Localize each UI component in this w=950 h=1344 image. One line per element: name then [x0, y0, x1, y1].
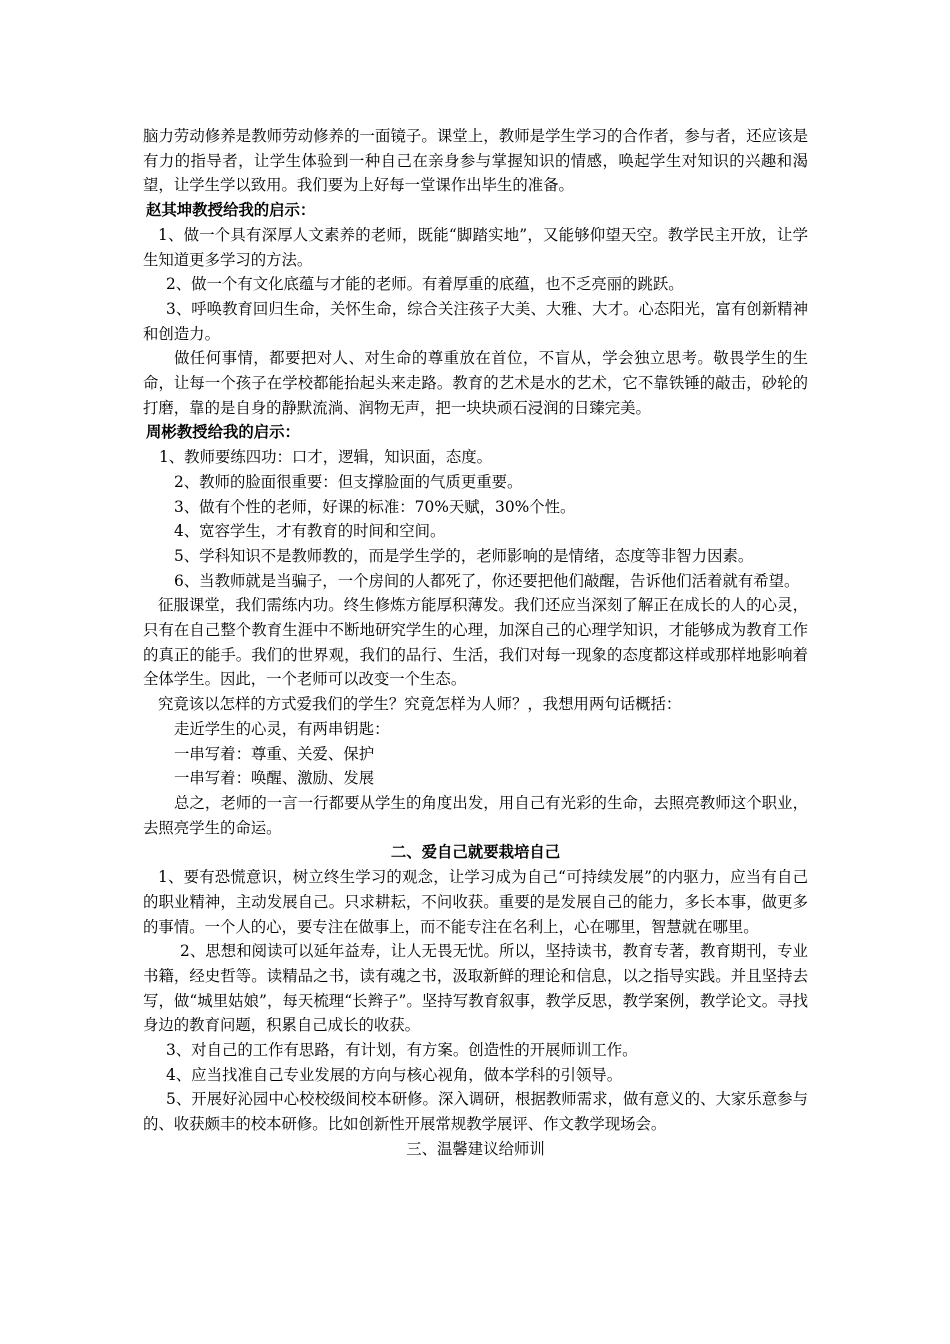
paragraph: 走近学生的心灵，有两串钥匙：	[174, 719, 390, 738]
paragraph: 6、当教师就是当骗子，一个房间的人都死了，你还要把他们敲醒，告诉他们活着就有希望。	[174, 571, 800, 590]
paragraph: 3、做有个性的老师，好课的标准：70%天赋，30%个性。	[174, 497, 576, 516]
paragraph: 做任何事情，都要把对人、对生命的尊重放在首位，不盲从，学会独立思考。敬畏学生的生命，让每一个孩子在学校都能抬起头来走路。教育的艺术是水的艺术，它不靠铁锤的敲击，砂轮的打磨，靠的是自身的静默流淌、润物无声，把一块块顽石浸润的日臻完美。	[143, 349, 808, 417]
chapter-heading: 三、温馨建议给师训	[406, 1139, 545, 1158]
paragraph: 征服课堂，我们需练内功。终生修炼方能厚积薄发。我们还应当深刻了解正在成长的人的心灵，只有在自己整个教育生涯中不断地研究学生的心理，加深自己的心理学知识，才能够成为教育工作的真正的能手。我们的世界观，我们的品行、生活，我们对每一现象的态度都这样或那样地影响着全体学生。因此，一个老师可以改变一个生态。	[143, 596, 808, 689]
paragraph: 2、教师的脸面很重要：但支撑脸面的气质更重要。	[174, 472, 523, 491]
paragraph: 一串写着：唤醒、激励、发展	[174, 769, 375, 788]
document-body	[143, 124, 808, 1162]
paragraph: 一串写着：尊重、关爱、保护	[174, 744, 375, 763]
section-heading: 赵其坤教授给我的启示：	[146, 201, 316, 220]
paragraph: 5、开展好沁园中心校校级间校本研修。深入调研，根据教师需求，做有意义的、大家乐意参与的、收获颇丰的校本研修。比如创新性开展常规教学展评、作文教学现场会。	[143, 1090, 808, 1134]
paragraph: 1、做一个具有深厚人文素养的老师，既能“脚踏实地”，又能够仰望天空。教学民主开放，让学生知道更多学习的方法。	[143, 225, 808, 269]
paragraph: 脑力劳动修养是教师劳动修养的一面镜子。课堂上，教师是学生学习的合作者，参与者，还应该是有力的指导者，让学生体验到一种自己在亲身参与掌握知识的情感，唤起学生对知识的兴趣和渴望，让学生学以致用。我们要为上好每一堂课作出毕生的准备。	[143, 127, 808, 195]
paragraph: 究竟该以怎样的方式爱我们的学生？究竟怎样为人师？，我想用两句话概括：	[158, 695, 682, 714]
paragraph: 3、对自己的工作有思路，有计划，有方案。创造性的开展师训工作。	[166, 1041, 638, 1060]
paragraph: 1、教师要练四功：口才，逻辑，知识面，态度。	[159, 448, 492, 467]
paragraph: 2、做一个有文化底蕴与才能的老师。有着厚重的底蕴，也不乏亮丽的跳跃。	[166, 275, 684, 294]
paragraph: 1、要有恐慌意识，树立终生学习的观念，让学习成为自己“可持续发展”的内驱力，应当有自己的职业精神，主动发展自己。只求耕耘，不问收获。重要的是发展自己的能力，多长本事，做更多的事情。一个人的心，要专注在做事上，而不能专注在名利上，心在哪里，智慧就在哪里。	[143, 868, 808, 936]
paragraph: 5、学科知识不是教师教的，而是学生学的，老师影响的是情绪，态度等非智力因素。	[174, 546, 754, 565]
paragraph: 4、应当找准自己专业发展的方向与核心视角，做本学科的引领导。	[166, 1065, 623, 1084]
section-heading: 周彬教授给我的启示：	[146, 423, 300, 442]
paragraph: 总之，老师的一言一行都要从学生的角度出发，用自己有光彩的生命，去照亮教师这个职业，去照亮学生的命运。	[143, 793, 808, 837]
paragraph: 2、思想和阅读可以延年益寿，让人无畏无忧。所以，坚持读书，教育专著，教育期刊，专业书籍，经史哲等。读精品之书，读有魂之书，汲取新鲜的理论和信息，以之指导实践。并且坚持去写，做“城里姑娘”，每天梳理“长辫子”。坚持写教育叙事，教学反思，教学案例，教学论文。寻找身边的教育问题，积累自己成长的收获。	[143, 942, 808, 1035]
paragraph: 4、宽容学生，才有教育的时间和空间。	[174, 522, 446, 541]
paragraph: 3、呼唤教育回归生命，关怀生命，综合关注孩子大美、大雅、大才。心态阳光，富有创新精神和创造力。	[143, 299, 808, 343]
chapter-heading: 二、爱自己就要栽培自己	[390, 843, 561, 862]
